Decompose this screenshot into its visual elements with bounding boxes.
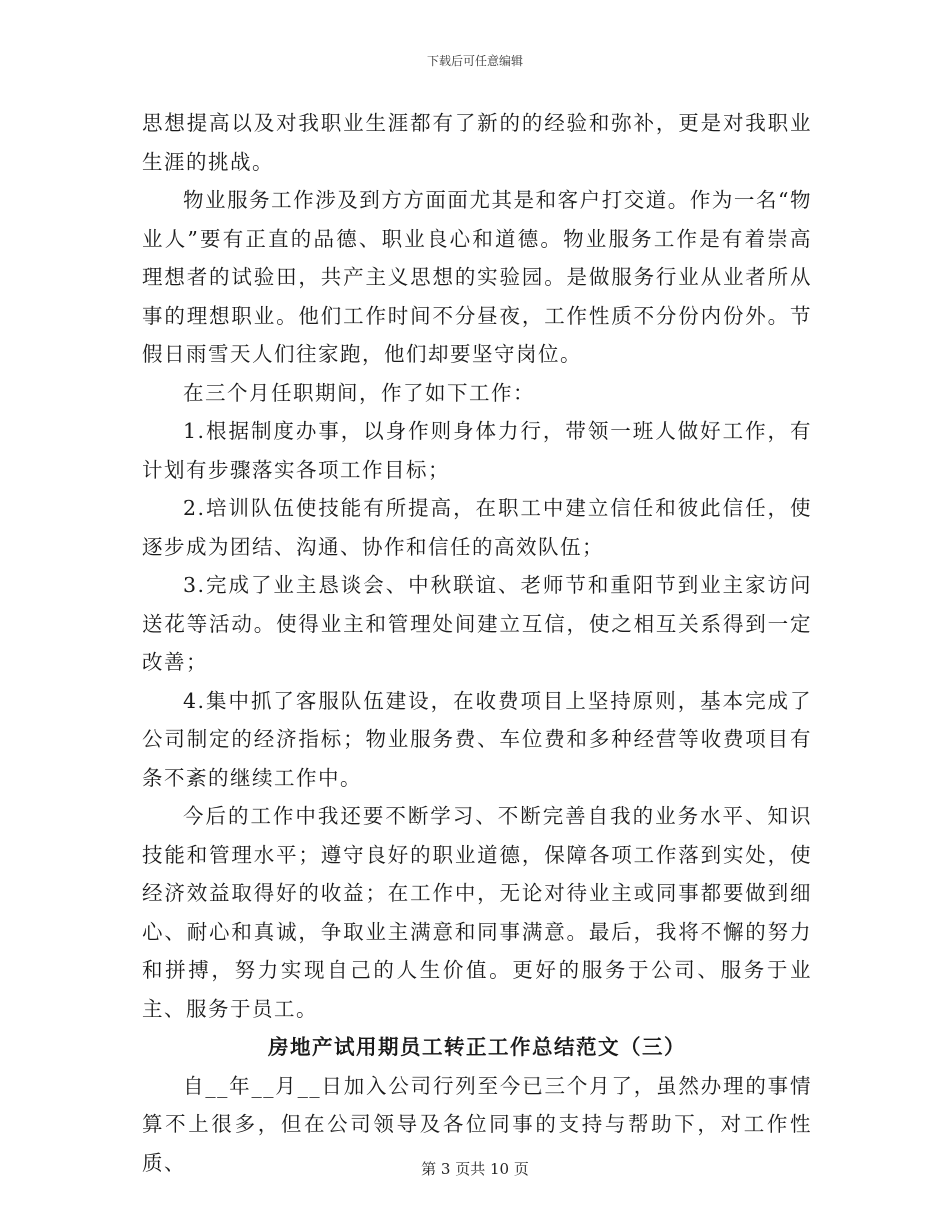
header-note: 下载后可任意编辑 <box>426 54 523 68</box>
list-item: 4.集中抓了客服队伍建设，在收费项目上坚持原则，基本完成了公司制定的经济指标；物业服务费、车位费和多种经营等收费项目有条不紊的继续工作中。 <box>142 688 812 790</box>
paragraph: 今后的工作中我还要不断学习、不断完善自我的业务水平、知识技能和管理水平；遵守良好的职业道德，保障各项工作落到实处，使经济效益取得好的收益；在工作中，无论对待业主或同事都要做到细心、耐心和真诚，争取业主满意和同事满意。最后，我将不懈的努力和拼搏，努力实现自己的人生价值。更好的服务于公司、服务于业主、服务于员工。 <box>142 804 812 1021</box>
paragraph: 在三个月任职期间，作了如下工作： <box>183 380 535 405</box>
list-item: 3.完成了业主恳谈会、中秋联谊、老师节和重阳节到业主家访问送花等活动。使得业主和管理处间建立互信，使之相互关系得到一定改善； <box>142 573 812 674</box>
list-item: 1.根据制度办事，以身作则身体力行，带领一班人做好工作，有计划有步骤落实各项工作目标； <box>142 419 812 482</box>
page-number: 第 3 页共 10 页 <box>421 1160 529 1178</box>
list-item: 2.培训队伍使技能有所提高，在职工中建立信任和彼此信任，使逐步成为团结、沟通、协作和信任的高效队伍； <box>142 496 812 559</box>
section-title: 房地产试用期员工转正工作总结范文（三） <box>268 1035 686 1059</box>
document-body <box>142 104 812 1182</box>
paragraph: 自__年__月__日加入公司行列至今已三个月了，虽然办理的事情算不上很多，但在公司领导及各位同事的支持与帮助下，对工作性质、 <box>142 1073 812 1175</box>
paragraph: 物业服务工作涉及到方方面面尤其是和客户打交道。作为一名“物业人”要有正直的品德、职业良心和道德。物业服务工作是有着崇高理想者的试验田，共产主义思想的实验园。是做服务行业从业者所从事的理想职业。他们工作时间不分昼夜，工作性质不分份内份外。节假日雨雪天人们往家跑，他们却要坚守岗位。 <box>142 188 812 366</box>
paragraph-continuation: 思想提高以及对我职业生涯都有了新的的经验和弥补，更是对我职业生涯的挑战。 <box>142 111 812 174</box>
